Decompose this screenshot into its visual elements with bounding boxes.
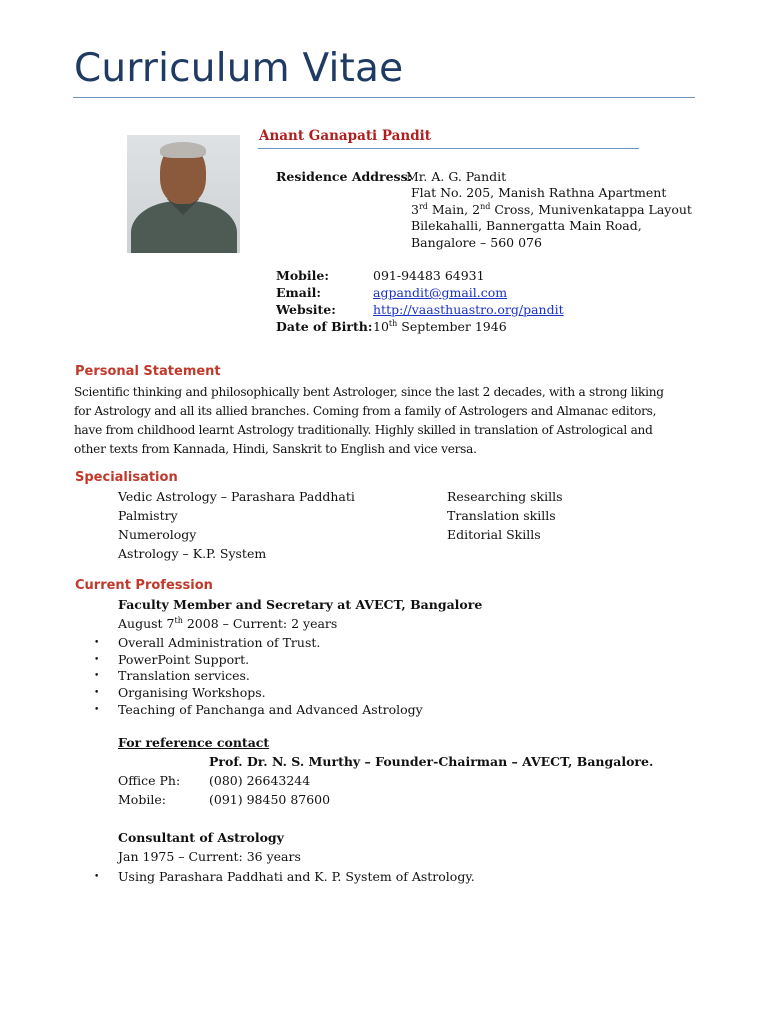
person-name: Anant Ganapati Pandit	[259, 128, 432, 144]
bullet-icon: •	[94, 688, 100, 698]
profile-photo	[127, 135, 240, 253]
skill-item: Translation skills	[447, 508, 556, 523]
bullet-icon: •	[94, 638, 100, 648]
mobile-label: Mobile:	[276, 268, 329, 283]
reference-mobile-label: Mobile:	[118, 792, 166, 807]
address-label: Residence Address:	[276, 169, 413, 184]
reference-mobile-value: (091) 98450 87600	[209, 792, 331, 807]
specialisation-item: Vedic Astrology – Parashara Paddhati	[118, 489, 355, 504]
job-title: Faculty Member and Secretary at AVECT, Bangalore	[118, 597, 483, 612]
duty-item: PowerPoint Support.	[118, 652, 250, 667]
bullet-icon: •	[94, 705, 100, 715]
address-line-2: Flat No. 205, Manish Rathna Apartment	[411, 185, 667, 200]
current-profession-heading: Current Profession	[75, 578, 213, 593]
website-link[interactable]: http://vaasthuastro.org/pandit	[373, 302, 564, 317]
email-label: Email:	[276, 285, 321, 300]
consultant-dates: Jan 1975 – Current: 36 years	[118, 849, 301, 864]
address-line-5: Bangalore – 560 076	[411, 235, 542, 250]
consultant-title: Consultant of Astrology	[118, 830, 284, 845]
email-link[interactable]: agpandit@gmail.com	[373, 285, 508, 300]
skill-item: Editorial Skills	[447, 527, 541, 542]
bullet-icon: •	[94, 671, 100, 681]
name-divider	[258, 148, 639, 149]
specialisation-item: Palmistry	[118, 508, 178, 523]
personal-statement-text: Scientific thinking and philosophically bent Astrologer, since the last 2 decades, with a strong liking for Astrology and all its allied branches. Coming from a family of Astrologers and Almanac editors, have from childhood learnt Astrology traditionally. Highly skilled in translation of Astrological and other texts from Kannada, Hindi, Sanskrit to English and vice versa.	[74, 385, 664, 456]
dob-value: 10th September 1946	[373, 318, 507, 334]
specialisation-heading: Specialisation	[75, 470, 178, 485]
duty-item: Translation services.	[118, 668, 250, 683]
website-label: Website:	[276, 302, 336, 317]
mobile-value: 091-94483 64931	[373, 268, 485, 283]
skill-item: Researching skills	[447, 489, 563, 504]
address-line-3: 3rd Main, 2nd Cross, Munivenkatappa Layout	[411, 201, 692, 217]
personal-statement-heading: Personal Statement	[75, 364, 221, 379]
duty-item: Teaching of Panchanga and Advanced Astrology	[118, 702, 423, 717]
office-phone-label: Office Ph:	[118, 773, 181, 788]
page-title: Curriculum Vitae	[74, 46, 404, 91]
bullet-icon: •	[94, 872, 100, 882]
specialisation-item: Astrology – K.P. System	[118, 546, 267, 561]
title-divider	[73, 97, 695, 98]
dob-label: Date of Birth:	[276, 319, 373, 334]
specialisation-item: Numerology	[118, 527, 197, 542]
job-dates: August 7th 2008 – Current: 2 years	[118, 615, 338, 631]
consultant-duty: Using Parashara Paddhati and K. P. System of Astrology.	[118, 869, 475, 884]
duty-item: Organising Workshops.	[118, 685, 266, 700]
address-line-1: Mr. A. G. Pandit	[406, 169, 507, 184]
bullet-icon: •	[94, 655, 100, 665]
office-phone-value: (080) 26643244	[209, 773, 311, 788]
reference-heading: For reference contact	[118, 735, 270, 750]
address-line-4: Bilekahalli, Bannergatta Main Road,	[411, 218, 642, 233]
duty-item: Overall Administration of Trust.	[118, 635, 321, 650]
reference-person: Prof. Dr. N. S. Murthy – Founder-Chairman – AVECT, Bangalore.	[209, 754, 654, 769]
